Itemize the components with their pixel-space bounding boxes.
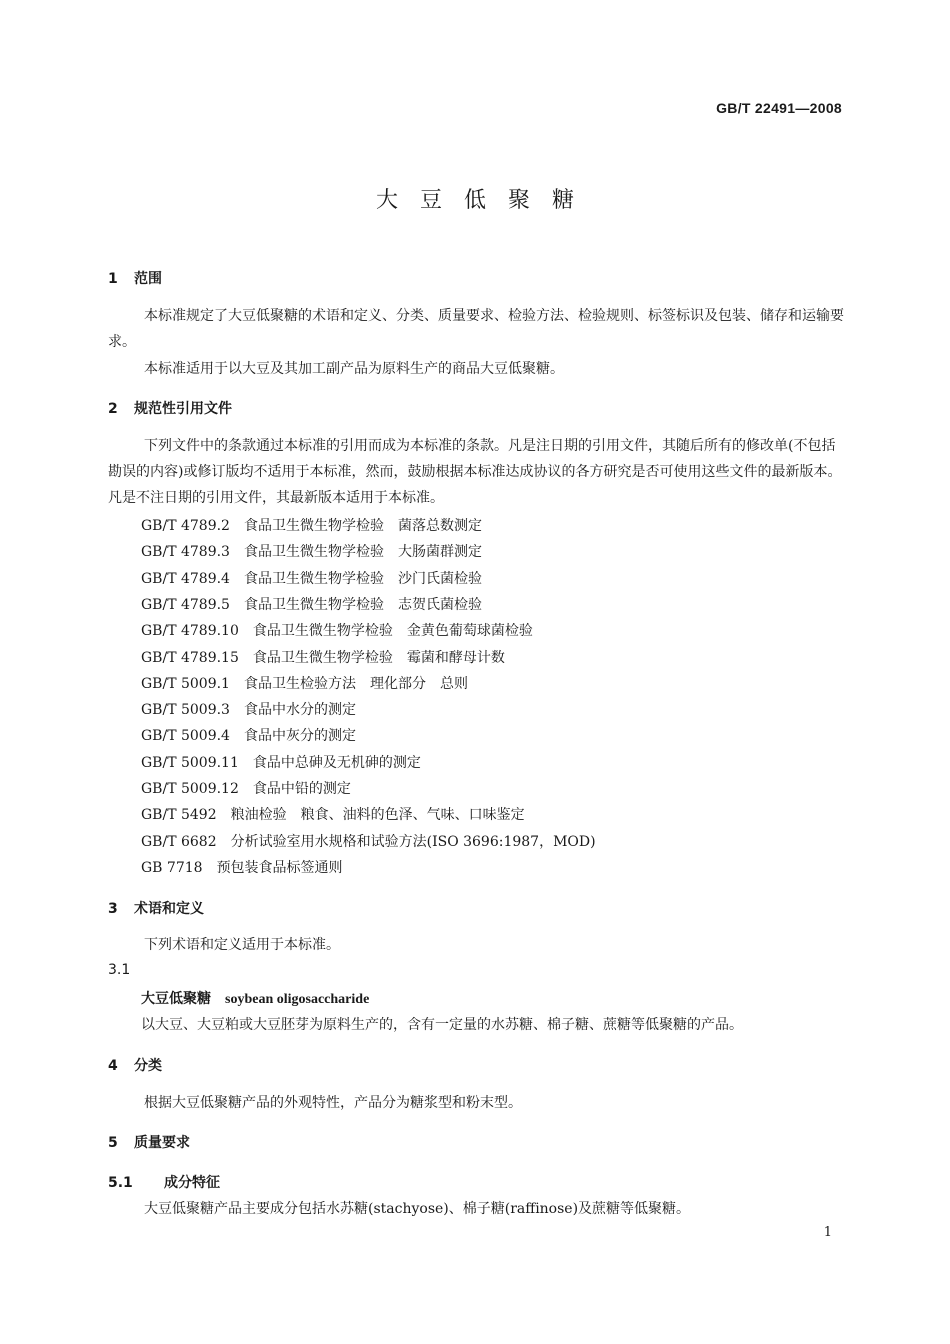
section-title: 范围 [134,271,162,287]
section-number: 5 [108,1135,118,1151]
subsection-number: 5.1 [108,1175,133,1191]
reference-item [141,513,482,539]
reference-code: GB/T 6682 [141,833,217,850]
section-number: 1 [108,271,118,287]
section-3-paragraph-1: 下列术语和定义适用于本标准。 [144,937,340,953]
section-1-paragraph-2: 本标准适用于以大豆及其加工副产品为原料生产的商品大豆低聚糖。 [144,361,564,377]
reference-code: GB/T 4789.5 [141,596,230,613]
reference-item [141,829,596,855]
reference-item [141,776,351,802]
reference-title: 食品卫生微生物学检验 金黄色葡萄球菌检验 [252,623,533,640]
reference-code: GB/T 5009.3 [141,702,230,719]
reference-title: 食品卫生检验方法 理化部分 总则 [243,675,468,692]
reference-code: GB/T 4789.3 [141,544,230,561]
section-title: 分类 [134,1058,162,1074]
reference-item [141,566,482,592]
reference-code: GB/T 4789.10 [141,623,239,640]
reference-title: 食品中总砷及无机砷的测定 [252,754,421,771]
reference-item [141,618,533,644]
section-3-heading [108,898,204,918]
standard-code: GB/T 22491—2008 [716,100,842,116]
term-english: soybean oligosaccharide [225,992,370,1007]
subsection-5-1-heading [108,1172,220,1192]
reference-title: 分析试验室用水规格和试验方法(ISO 3696:1987，MOD) [230,833,596,850]
reference-title: 食品卫生微生物学检验 沙门氏菌检验 [243,570,482,587]
reference-code: GB/T 4789.2 [141,518,230,534]
section-title: 规范性引用文件 [134,401,232,417]
reference-item [141,855,343,881]
document-title: 大豆低聚糖 [375,188,596,213]
section-number: 2 [108,401,118,417]
term-definition: 以大豆、大豆粕或大豆胚芽为原料生产的，含有一定量的水苏糖、棉子糖、蔗糖等低聚糖的产品。 [141,1017,743,1033]
section-title: 质量要求 [134,1135,190,1151]
reference-item [141,802,525,828]
reference-title: 食品中灰分的测定 [243,728,356,745]
reference-code: GB/T 4789.4 [141,570,230,587]
reference-item [141,723,356,749]
reference-code: GB 7718 [141,859,203,876]
section-2-heading [108,398,232,418]
reference-title: 食品卫生微生物学检验 大肠菌群测定 [243,544,482,561]
section-5-heading [108,1132,190,1152]
reference-title: 食品卫生微生物学检验 菌落总数测定 [243,518,482,534]
subsection-3-1-number: 3.1 [108,962,131,978]
reference-code: GB/T 5009.11 [141,754,239,771]
section-number: 4 [108,1058,118,1074]
reference-title: 食品卫生微生物学检验 志贺氏菌检验 [243,596,482,613]
section-4-heading [108,1055,162,1075]
reference-code: GB/T 5492 [141,807,217,824]
reference-title: 预包装食品标签通则 [216,859,343,876]
reference-item [141,645,505,671]
reference-item [141,697,356,723]
subsection-title: 成分特征 [164,1175,220,1191]
reference-title: 粮油检验 粮食、油料的色泽、气味、口味鉴定 [230,807,525,824]
reference-code: GB/T 5009.1 [141,675,230,692]
section-1-heading [108,268,162,288]
section-title: 术语和定义 [134,901,204,917]
section-1-paragraph-1: 本标准规定了大豆低聚糖的术语和定义、分类、质量要求、检验方法、检验规则、标签标识及包装、储存和运输要求。 [108,308,844,350]
reference-code: GB/T 4789.15 [141,649,239,666]
reference-item [141,592,482,618]
reference-item [141,539,482,565]
section-2-paragraph-1: 下列文件中的条款通过本标准的引用而成为本标准的条款。凡是注日期的引用文件，其随后所有的修改单(不包括勘误的内容)或修订版均不适用于本标准，然而，鼓励根据本标准达成协议的各方研究是否可使用这些文件的最新版本。凡是不注日期的引用文件，其最新版本适用于本标准。 [108,438,842,506]
section-4-paragraph-1: 根据大豆低聚糖产品的外观特性，产品分为糖浆型和粉末型。 [144,1095,522,1111]
reference-title: 食品中水分的测定 [243,702,356,719]
section-5-1-paragraph-1: 大豆低聚糖产品主要成分包括水苏糖(stachyose)、棉子糖(raffinose)及蔗糖等低聚糖。 [144,1201,691,1217]
reference-title: 食品中铅的测定 [252,781,351,797]
reference-code: GB/T 5009.4 [141,728,230,745]
reference-item [141,671,468,697]
section-number: 3 [108,901,118,917]
reference-item [141,750,421,776]
term-entry [141,988,369,1008]
reference-code: GB/T 5009.12 [141,781,239,797]
page-number: 1 [823,1225,832,1240]
term-chinese: 大豆低聚糖 [141,991,211,1007]
reference-title: 食品卫生微生物学检验 霉菌和酵母计数 [252,649,505,666]
